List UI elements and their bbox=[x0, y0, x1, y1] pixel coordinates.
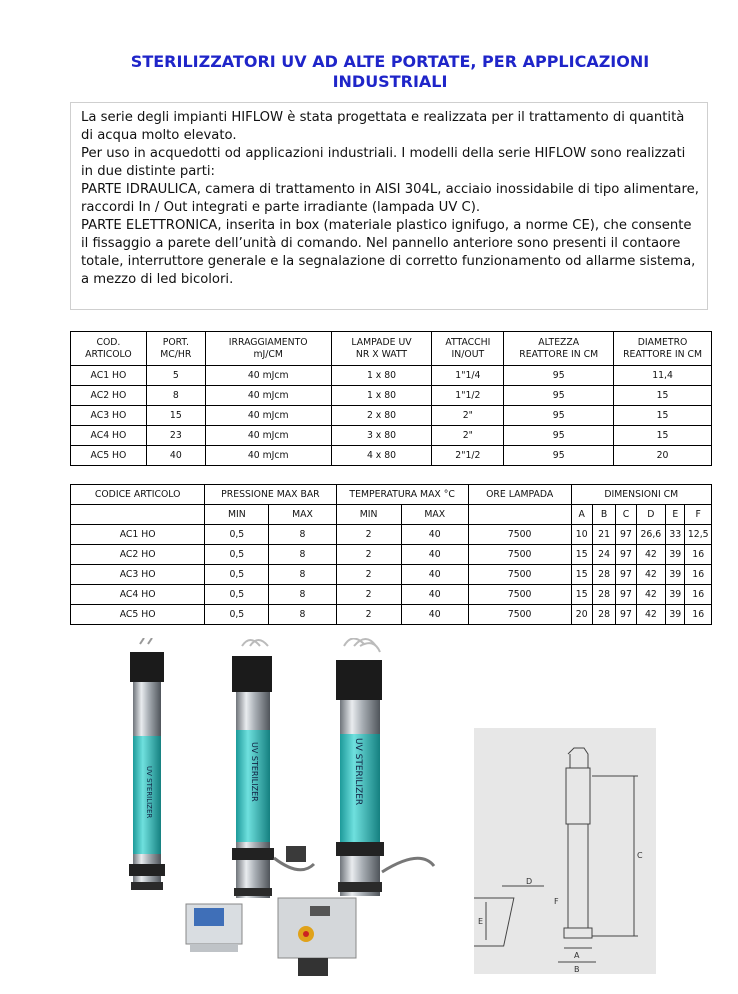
table-cell: 39 bbox=[666, 605, 685, 625]
table-cell: 15 bbox=[614, 406, 712, 426]
table-row bbox=[71, 366, 712, 386]
table-cell: 16 bbox=[685, 585, 712, 605]
table-row bbox=[71, 545, 712, 565]
table-row bbox=[71, 605, 712, 625]
table-cell: 7500 bbox=[468, 525, 571, 545]
diagram-label-b: B bbox=[574, 965, 580, 974]
header-cell-temperature: TEMPERATURA MAX °C bbox=[336, 485, 468, 505]
table-cell: 15 bbox=[571, 585, 592, 605]
table-cell: 1"1/4 bbox=[432, 366, 504, 386]
table-cell: 33 bbox=[666, 525, 685, 545]
description-paragraph: PARTE ELETTRONICA, inserita in box (materiale plastico ignifugo, a norme CE), che consente il fissaggio a parete dell’unità di comando. Nel pannello anteriore sono presenti il contaore totale, interruttore generale e la segnalazione di corretto funzionamento od allarme sistema, a mezzo di led bicolori. bbox=[81, 218, 696, 287]
table-cell: AC2 HO bbox=[71, 386, 147, 406]
table-cell: 97 bbox=[616, 585, 636, 605]
table-cell: 39 bbox=[666, 565, 685, 585]
description-box bbox=[70, 102, 708, 310]
diagram-label-a: A bbox=[574, 951, 580, 960]
table-cell: 95 bbox=[504, 426, 614, 446]
table-cell: AC3 HO bbox=[71, 565, 205, 585]
table-row bbox=[71, 406, 712, 426]
table-subheader-row bbox=[71, 505, 712, 525]
table-cell: 8 bbox=[269, 545, 336, 565]
technical-data-table bbox=[70, 484, 712, 625]
table-cell: 40 mJcm bbox=[205, 406, 331, 426]
table-cell: 20 bbox=[614, 446, 712, 466]
title-line-1: STERILIZZATORI UV AD ALTE PORTATE, PER APPLICAZIONI bbox=[130, 52, 650, 71]
table-cell: 15 bbox=[571, 565, 592, 585]
table-cell: 95 bbox=[504, 366, 614, 386]
table-row bbox=[71, 525, 712, 545]
table-cell: 16 bbox=[685, 565, 712, 585]
title-line-2: INDUSTRIALI bbox=[332, 72, 448, 91]
table-cell: 7500 bbox=[468, 605, 571, 625]
table-cell: AC5 HO bbox=[71, 605, 205, 625]
table-cell: 21 bbox=[592, 525, 615, 545]
table-cell: 15 bbox=[571, 545, 592, 565]
table-cell: 2 bbox=[336, 565, 401, 585]
table-cell: AC2 HO bbox=[71, 545, 205, 565]
table-cell: 8 bbox=[269, 565, 336, 585]
table-cell: 5 bbox=[146, 366, 205, 386]
table-cell: 4 x 80 bbox=[331, 446, 432, 466]
table-cell: 2 bbox=[336, 525, 401, 545]
table-cell: AC3 HO bbox=[71, 406, 147, 426]
subheader-cell-temp-min: MIN bbox=[336, 505, 401, 525]
table-cell: 40 bbox=[401, 585, 468, 605]
table-cell: 28 bbox=[592, 585, 615, 605]
uv-reactor-medium bbox=[232, 640, 314, 898]
table-row bbox=[71, 585, 712, 605]
table-cell: 97 bbox=[616, 545, 636, 565]
table-cell: 20 bbox=[571, 605, 592, 625]
header-cell-pressure: PRESSIONE MAX BAR bbox=[205, 485, 336, 505]
uv-reactor-large bbox=[336, 638, 434, 896]
table-row bbox=[71, 446, 712, 466]
reactor-label: UV STERILIZER bbox=[145, 766, 153, 819]
table-cell: 7500 bbox=[468, 545, 571, 565]
table-cell: 3 x 80 bbox=[331, 426, 432, 446]
table-cell: 24 bbox=[592, 545, 615, 565]
product-photo bbox=[100, 638, 470, 994]
table-cell: 0,5 bbox=[205, 565, 269, 585]
table-cell: 0,5 bbox=[205, 545, 269, 565]
table-row bbox=[71, 565, 712, 585]
table-cell: 40 bbox=[401, 565, 468, 585]
table-cell: 15 bbox=[614, 426, 712, 446]
table-cell: 2"1/2 bbox=[432, 446, 504, 466]
reactor-label: UV STERILIZER bbox=[353, 738, 363, 806]
table-cell: 40 bbox=[401, 545, 468, 565]
table-cell: 10 bbox=[571, 525, 592, 545]
table-cell: 95 bbox=[504, 406, 614, 426]
header-cell-flow: PORT. MC/HR bbox=[146, 332, 205, 366]
description-paragraph: PARTE IDRAULICA, camera di trattamento in AISI 304L, acciaio inossidabile di tipo alimentare, raccordi In / Out integrati e parte irradiante (lampada UV C). bbox=[81, 182, 699, 215]
table-row bbox=[71, 426, 712, 446]
uv-reactor-small bbox=[129, 638, 165, 890]
description-paragraph: La serie degli impianti HIFLOW è stata progettata e realizzata per il trattamento di quantità di acqua molto elevato. bbox=[81, 110, 685, 143]
table-cell: 12,5 bbox=[685, 525, 712, 545]
header-cell-irradiation: IRRAGGIAMENTO mJ/CM bbox=[205, 332, 331, 366]
subheader-cell-dim-a: A bbox=[571, 505, 592, 525]
table-cell: 42 bbox=[636, 605, 666, 625]
table-cell: 2 x 80 bbox=[331, 406, 432, 426]
table-cell: 8 bbox=[269, 585, 336, 605]
diagram-label-e: E bbox=[478, 917, 484, 926]
table-cell: 0,5 bbox=[205, 605, 269, 625]
table-cell: 15 bbox=[614, 386, 712, 406]
dimension-diagram bbox=[474, 728, 656, 974]
table-cell: 42 bbox=[636, 585, 666, 605]
models-spec-table bbox=[70, 331, 712, 466]
header-cell-connections: ATTACCHI IN/OUT bbox=[432, 332, 504, 366]
table-cell: AC4 HO bbox=[71, 585, 205, 605]
table-cell: 8 bbox=[146, 386, 205, 406]
table-cell: 1 x 80 bbox=[331, 366, 432, 386]
table-cell: 1 x 80 bbox=[331, 386, 432, 406]
table-header-row bbox=[71, 332, 712, 366]
table-cell: 15 bbox=[146, 406, 205, 426]
table-cell: 2 bbox=[336, 585, 401, 605]
table-cell: 40 bbox=[146, 446, 205, 466]
table-cell: AC4 HO bbox=[71, 426, 147, 446]
table-cell: 95 bbox=[504, 386, 614, 406]
diagram-label-d: D bbox=[526, 877, 533, 886]
table-cell: 39 bbox=[666, 585, 685, 605]
table-cell: 95 bbox=[504, 446, 614, 466]
header-cell-lamp-hours: ORE LAMPADA bbox=[468, 485, 571, 505]
table-cell: 16 bbox=[685, 545, 712, 565]
table-cell: 40 mJcm bbox=[205, 366, 331, 386]
table-cell: 26,6 bbox=[636, 525, 666, 545]
table-cell: 28 bbox=[592, 565, 615, 585]
table-cell: AC1 HO bbox=[71, 525, 205, 545]
header-cell-lamps: LAMPADE UV NR X WATT bbox=[331, 332, 432, 366]
subheader-cell-temp-max: MAX bbox=[401, 505, 468, 525]
table-cell: 16 bbox=[685, 605, 712, 625]
page-title bbox=[70, 52, 710, 92]
table-cell: 2" bbox=[432, 426, 504, 446]
table-cell: 7500 bbox=[468, 565, 571, 585]
subheader-cell-pressure-min: MIN bbox=[205, 505, 269, 525]
description-paragraph: Per uso in acquedotti od applicazioni industriali. I modelli della serie HIFLOW sono realizzati in due distinte parti: bbox=[81, 146, 686, 179]
subheader-cell-dim-e: E bbox=[666, 505, 685, 525]
subheader-cell-empty bbox=[71, 505, 205, 525]
table-cell: 11,4 bbox=[614, 366, 712, 386]
subheader-cell-dim-b: B bbox=[592, 505, 615, 525]
table-cell: 97 bbox=[616, 605, 636, 625]
header-cell-code: COD. ARTICOLO bbox=[71, 332, 147, 366]
table-cell: 8 bbox=[269, 525, 336, 545]
table-cell: 97 bbox=[616, 525, 636, 545]
table-cell: 2 bbox=[336, 545, 401, 565]
table-cell: AC5 HO bbox=[71, 446, 147, 466]
table-cell: 40 mJcm bbox=[205, 446, 331, 466]
table-cell: 40 bbox=[401, 605, 468, 625]
header-cell-height: ALTEZZA REATTORE IN CM bbox=[504, 332, 614, 366]
subheader-cell-dim-f: F bbox=[685, 505, 712, 525]
subheader-cell-empty bbox=[468, 505, 571, 525]
table-cell: 28 bbox=[592, 605, 615, 625]
diagram-label-f: F bbox=[554, 897, 559, 906]
table-cell: AC1 HO bbox=[71, 366, 147, 386]
subheader-cell-pressure-max: MAX bbox=[269, 505, 336, 525]
table-cell: 2 bbox=[336, 605, 401, 625]
table-cell: 0,5 bbox=[205, 585, 269, 605]
table-cell: 39 bbox=[666, 545, 685, 565]
table-cell: 42 bbox=[636, 565, 666, 585]
table-cell: 2" bbox=[432, 406, 504, 426]
header-cell-code: CODICE ARTICOLO bbox=[71, 485, 205, 505]
reactor-label: UV STERILIZER bbox=[250, 742, 259, 802]
subheader-cell-dim-c: C bbox=[616, 505, 636, 525]
table-row bbox=[71, 386, 712, 406]
table-cell: 40 bbox=[401, 525, 468, 545]
table-cell: 23 bbox=[146, 426, 205, 446]
table-cell: 8 bbox=[269, 605, 336, 625]
table-cell: 1"1/2 bbox=[432, 386, 504, 406]
table-cell: 0,5 bbox=[205, 525, 269, 545]
table-cell: 7500 bbox=[468, 585, 571, 605]
table-header-row bbox=[71, 485, 712, 505]
table-cell: 40 mJcm bbox=[205, 426, 331, 446]
subheader-cell-dim-d: D bbox=[636, 505, 666, 525]
diagram-label-c: C bbox=[637, 851, 643, 860]
control-box-small bbox=[186, 904, 242, 952]
table-cell: 97 bbox=[616, 565, 636, 585]
table-cell: 40 mJcm bbox=[205, 386, 331, 406]
header-cell-dimensions: DIMENSIONI CM bbox=[571, 485, 711, 505]
control-box-large bbox=[278, 898, 356, 976]
header-cell-diameter: DIAMETRO REATTORE IN CM bbox=[614, 332, 712, 366]
table-cell: 42 bbox=[636, 545, 666, 565]
